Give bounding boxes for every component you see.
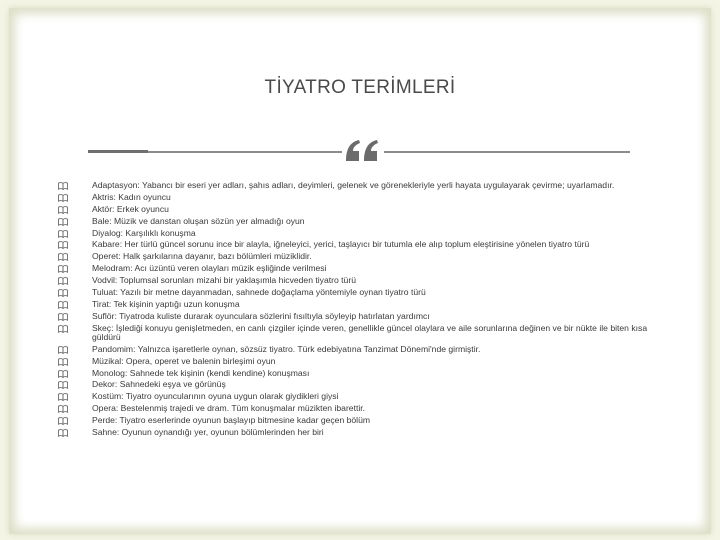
list-item <box>58 392 658 401</box>
double-quote-icon <box>344 137 382 165</box>
list-item <box>58 264 658 273</box>
list-item-text: Aktris: Kadın oyuncu <box>92 191 171 202</box>
list-item <box>58 229 658 238</box>
open-book-icon <box>58 253 68 261</box>
list-item <box>58 205 658 214</box>
list-item-text: Aktör: Erkek oyuncu <box>92 203 169 214</box>
open-book-icon <box>58 405 68 413</box>
open-book-icon <box>58 381 68 389</box>
open-book-icon <box>58 393 68 401</box>
open-book-icon <box>58 301 68 309</box>
open-book-icon <box>58 230 68 238</box>
open-book-icon <box>58 241 68 249</box>
open-book-icon <box>58 218 68 226</box>
terms-list <box>58 181 658 440</box>
open-book-icon <box>58 370 68 378</box>
list-item <box>58 217 658 226</box>
open-book-icon <box>58 265 68 273</box>
list-item-text: Kostüm: Tiyatro oyuncularının oyuna uygun olarak giydikleri giysi <box>92 391 339 402</box>
list-item-text: Tirat: Tek kişinin yaptığı uzun konuşma <box>92 298 240 309</box>
list-item-text: Skeç: İşlediği konuyu genişletmeden, en canlı çizgiler içinde veren, genellikle güncel olaylara ve aile sorunlarına değinen ve bir nükte ile biten kısa güldürü <box>92 322 648 342</box>
list-item-text: Bale: Müzik ve danstan oluşan sözün yer almadığı oyun <box>92 215 305 226</box>
list-item-text: Melodram: Acı üzüntü veren olayları müzik eşliğinde verilmesi <box>92 263 327 274</box>
open-book-icon <box>58 346 68 354</box>
list-item <box>58 312 658 321</box>
title-divider-left <box>88 151 342 153</box>
list-item-text: Perde: Tiyatro eserlerinde oyunun başlayıp bitmesine kadar geçen bölüm <box>92 415 371 426</box>
list-item <box>58 380 658 389</box>
list-item <box>58 288 658 297</box>
list-item-text: Pandomim: Yalnızca işaretlerle oynan, sözsüz tiyatro. Türk edebiyatına Tanzimat Dönemi'nde girmiştir. <box>92 343 481 354</box>
list-item <box>58 193 658 202</box>
open-book-icon <box>58 289 68 297</box>
list-item-text: Kabare: Her türlü güncel sorunu ince bir alayla, iğneleyici, yerici, taşlayıcı bir tutumla ele alıp toplum eleştirisine yönelen tiyatro türü <box>92 239 590 250</box>
list-item <box>58 416 658 425</box>
list-item <box>58 357 658 366</box>
list-item-text: Vodvil: Toplumsal sorunları mizahi bir yaklaşımla hicveden tiyatro türü <box>92 275 356 286</box>
list-item <box>58 252 658 261</box>
open-book-icon <box>58 206 68 214</box>
list-item-text: Operet: Halk şarkılarına dayanır, bazı bölümleri müziklidir. <box>92 251 312 262</box>
list-item <box>58 181 658 190</box>
list-item-text: Opera: Bestelenmiş trajedi ve dram. Tüm konuşmalar müzikten ibarettir. <box>92 403 366 414</box>
list-item <box>58 276 658 285</box>
list-item-text: Adaptasyon: Yabancı bir eseri yer adları, şahıs adları, deyimleri, gelenek ve görenekleriyle yerli hayata uygulayarak çevirme; uyarlamadır. <box>92 180 615 190</box>
list-item-text: Monolog: Sahnede tek kişinin (kendi kendine) konuşması <box>92 367 310 378</box>
list-item <box>58 300 658 309</box>
list-item <box>58 404 658 413</box>
title-divider-right <box>384 151 630 153</box>
open-book-icon <box>58 429 68 437</box>
list-item <box>58 345 658 354</box>
list-item <box>58 428 658 437</box>
open-book-icon <box>58 182 68 190</box>
list-item-text: Müzikal: Opera, operet ve balenin birleşimi oyun <box>92 355 276 366</box>
list-item-text: Suflör: Tiyatroda kuliste durarak oyunculara sözlerini fısıltıyla söyleyip hatırlatan yardımcı <box>92 310 430 321</box>
open-book-icon <box>58 313 68 321</box>
open-book-icon <box>58 194 68 202</box>
open-book-icon <box>58 417 68 425</box>
open-book-icon <box>58 358 68 366</box>
slide-title: TİYATRO TERİMLERİ <box>264 77 456 98</box>
open-book-icon <box>58 325 68 333</box>
list-item-text: Tuluat: Yazılı bir metne dayanmadan, sahnede doğaçlama yöntemiyle oynan tiyatro türü <box>92 287 426 298</box>
list-item <box>58 240 658 249</box>
list-item-text: Dekor: Sahnedeki eşya ve görünüş <box>92 379 226 390</box>
list-item-text: Diyalog: Karşılıklı konuşma <box>92 227 196 238</box>
list-item <box>58 324 658 342</box>
open-book-icon <box>58 277 68 285</box>
list-item-text: Sahne: Oyunun oynandığı yer, oyunun bölümlerinden her biri <box>92 427 324 438</box>
list-item <box>58 369 658 378</box>
